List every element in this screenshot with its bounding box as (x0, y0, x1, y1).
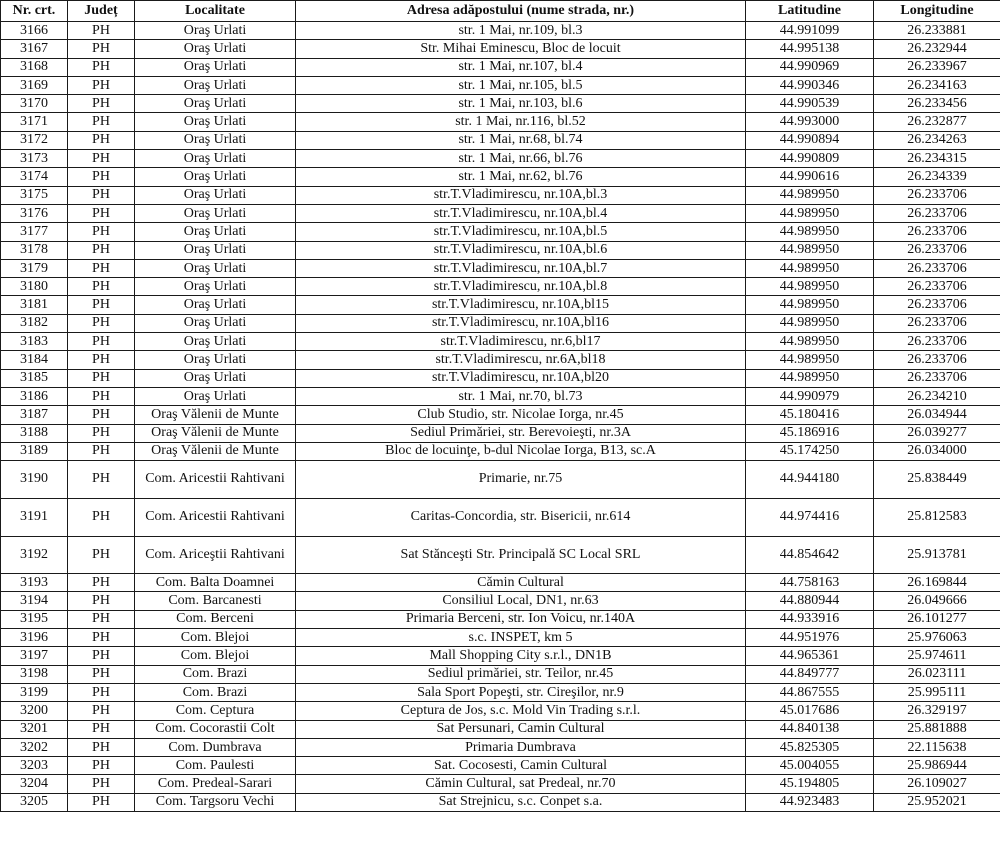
cell-latitudine: 44.989950 (746, 204, 874, 222)
cell-localitate: Com. Dumbrava (135, 738, 296, 756)
cell-localitate: Com. Brazi (135, 683, 296, 701)
cell-judet: PH (68, 223, 135, 241)
cell-nr-crt: 3180 (1, 278, 68, 296)
cell-adresa: Mall Shopping City s.r.l., DN1B (296, 647, 746, 665)
cell-adresa: str. 1 Mai, nr.68, bl.74 (296, 131, 746, 149)
cell-localitate: Com. Paulesti (135, 757, 296, 775)
cell-latitudine: 44.990809 (746, 150, 874, 168)
table-row (1, 738, 1000, 756)
cell-nr-crt: 3189 (1, 442, 68, 460)
cell-longitudine: 25.995111 (874, 683, 1000, 701)
cell-nr-crt: 3176 (1, 204, 68, 222)
cell-localitate: Oraş Urlati (135, 387, 296, 405)
cell-latitudine: 44.758163 (746, 574, 874, 592)
cell-judet: PH (68, 314, 135, 332)
table-row (1, 702, 1000, 720)
cell-localitate: Com. Ariceştii Rahtivani (135, 536, 296, 574)
cell-longitudine: 26.233967 (874, 58, 1000, 76)
cell-nr-crt: 3195 (1, 610, 68, 628)
cell-nr-crt: 3170 (1, 95, 68, 113)
table-row (1, 186, 1000, 204)
cell-longitudine: 26.233706 (874, 186, 1000, 204)
cell-judet: PH (68, 22, 135, 40)
cell-longitudine: 26.233706 (874, 314, 1000, 332)
table-row (1, 610, 1000, 628)
cell-latitudine: 44.989950 (746, 241, 874, 259)
cell-localitate: Com. Blejoi (135, 629, 296, 647)
cell-localitate: Oraş Urlati (135, 150, 296, 168)
cell-localitate: Oraş Vălenii de Munte (135, 424, 296, 442)
table-body (1, 22, 1000, 812)
cell-nr-crt: 3177 (1, 223, 68, 241)
cell-localitate: Com. Aricestii Rahtivani (135, 498, 296, 536)
cell-latitudine: 45.174250 (746, 442, 874, 460)
table-row (1, 351, 1000, 369)
cell-latitudine: 44.923483 (746, 793, 874, 811)
cell-adresa: Primarie, nr.75 (296, 461, 746, 499)
cell-judet: PH (68, 738, 135, 756)
cell-nr-crt: 3173 (1, 150, 68, 168)
cell-latitudine: 44.867555 (746, 683, 874, 701)
cell-latitudine: 44.990616 (746, 168, 874, 186)
cell-nr-crt: 3183 (1, 333, 68, 351)
cell-nr-crt: 3187 (1, 406, 68, 424)
cell-localitate: Com. Barcanesti (135, 592, 296, 610)
table-row (1, 442, 1000, 460)
cell-longitudine: 26.234263 (874, 131, 1000, 149)
cell-latitudine: 44.990346 (746, 76, 874, 94)
table-row (1, 461, 1000, 499)
cell-localitate: Com. Berceni (135, 610, 296, 628)
cell-longitudine: 26.234163 (874, 76, 1000, 94)
cell-longitudine: 25.913781 (874, 536, 1000, 574)
header-longitudine: Longitudine (874, 1, 1000, 22)
table-row (1, 76, 1000, 94)
cell-nr-crt: 3194 (1, 592, 68, 610)
cell-longitudine: 26.234210 (874, 387, 1000, 405)
cell-adresa: Primaria Berceni, str. Ion Voicu, nr.140A (296, 610, 746, 628)
header-judet: Județ (68, 1, 135, 22)
cell-localitate: Oraş Urlati (135, 278, 296, 296)
table-row (1, 387, 1000, 405)
cell-judet: PH (68, 333, 135, 351)
cell-latitudine: 45.017686 (746, 702, 874, 720)
table-row (1, 296, 1000, 314)
cell-judet: PH (68, 259, 135, 277)
cell-judet: PH (68, 113, 135, 131)
cell-latitudine: 44.974416 (746, 498, 874, 536)
cell-nr-crt: 3185 (1, 369, 68, 387)
cell-longitudine: 22.115638 (874, 738, 1000, 756)
cell-latitudine: 44.989950 (746, 333, 874, 351)
table-row (1, 574, 1000, 592)
table-row (1, 665, 1000, 683)
table-row (1, 498, 1000, 536)
table-row (1, 113, 1000, 131)
cell-adresa: str.T.Vladimirescu, nr.6,bl17 (296, 333, 746, 351)
cell-judet: PH (68, 351, 135, 369)
table-row (1, 683, 1000, 701)
cell-nr-crt: 3197 (1, 647, 68, 665)
cell-localitate: Com. Targsoru Vechi (135, 793, 296, 811)
cell-latitudine: 45.825305 (746, 738, 874, 756)
cell-localitate: Oraş Urlati (135, 204, 296, 222)
cell-localitate: Com. Balta Doamnei (135, 574, 296, 592)
cell-latitudine: 44.989950 (746, 296, 874, 314)
cell-adresa: Sediul primăriei, str. Teilor, nr.45 (296, 665, 746, 683)
cell-judet: PH (68, 241, 135, 259)
cell-judet: PH (68, 720, 135, 738)
cell-latitudine: 44.965361 (746, 647, 874, 665)
cell-longitudine: 26.034000 (874, 442, 1000, 460)
cell-adresa: Caritas-Concordia, str. Bisericii, nr.614 (296, 498, 746, 536)
cell-longitudine: 26.233706 (874, 296, 1000, 314)
cell-latitudine: 45.186916 (746, 424, 874, 442)
cell-adresa: str. 1 Mai, nr.70, bl.73 (296, 387, 746, 405)
cell-longitudine: 26.169844 (874, 574, 1000, 592)
table-row (1, 259, 1000, 277)
cell-nr-crt: 3193 (1, 574, 68, 592)
cell-latitudine: 44.854642 (746, 536, 874, 574)
cell-nr-crt: 3202 (1, 738, 68, 756)
cell-longitudine: 26.233706 (874, 204, 1000, 222)
table-row (1, 369, 1000, 387)
cell-adresa: str. 1 Mai, nr.62, bl.76 (296, 168, 746, 186)
cell-judet: PH (68, 665, 135, 683)
cell-nr-crt: 3198 (1, 665, 68, 683)
cell-adresa: Sala Sport Popeşti, str. Cireşilor, nr.9 (296, 683, 746, 701)
cell-judet: PH (68, 186, 135, 204)
table-row (1, 131, 1000, 149)
cell-adresa: str.T.Vladimirescu, nr.10A,bl.5 (296, 223, 746, 241)
cell-adresa: str. 1 Mai, nr.66, bl.76 (296, 150, 746, 168)
table-header (1, 1, 1000, 22)
cell-localitate: Com. Predeal-Sarari (135, 775, 296, 793)
cell-longitudine: 26.233706 (874, 369, 1000, 387)
cell-nr-crt: 3190 (1, 461, 68, 499)
cell-adresa: str. 1 Mai, nr.105, bl.5 (296, 76, 746, 94)
cell-localitate: Oraş Urlati (135, 113, 296, 131)
cell-latitudine: 44.880944 (746, 592, 874, 610)
cell-nr-crt: 3166 (1, 22, 68, 40)
cell-judet: PH (68, 168, 135, 186)
cell-longitudine: 26.233706 (874, 259, 1000, 277)
cell-longitudine: 26.329197 (874, 702, 1000, 720)
cell-judet: PH (68, 95, 135, 113)
table-row (1, 720, 1000, 738)
cell-judet: PH (68, 629, 135, 647)
header-latitudine: Latitudine (746, 1, 874, 22)
cell-longitudine: 26.233456 (874, 95, 1000, 113)
table-row (1, 333, 1000, 351)
cell-latitudine: 44.989950 (746, 278, 874, 296)
cell-adresa: Bloc de locuinţe, b-dul Nicolae Iorga, B13, sc.A (296, 442, 746, 460)
cell-judet: PH (68, 131, 135, 149)
header-nr-crt: Nr. crt. (1, 1, 68, 22)
header-row (1, 1, 1000, 22)
cell-longitudine: 26.233706 (874, 241, 1000, 259)
cell-longitudine: 26.234339 (874, 168, 1000, 186)
cell-judet: PH (68, 40, 135, 58)
cell-latitudine: 44.989950 (746, 223, 874, 241)
header-adresa: Adresa adăpostului (nume strada, nr.) (296, 1, 746, 22)
cell-latitudine: 45.180416 (746, 406, 874, 424)
cell-judet: PH (68, 278, 135, 296)
cell-nr-crt: 3174 (1, 168, 68, 186)
cell-judet: PH (68, 442, 135, 460)
cell-adresa: str.T.Vladimirescu, nr.10A,bl15 (296, 296, 746, 314)
cell-longitudine: 26.233881 (874, 22, 1000, 40)
cell-adresa: Ceptura de Jos, s.c. Mold Vin Trading s.r.l. (296, 702, 746, 720)
cell-judet: PH (68, 150, 135, 168)
cell-nr-crt: 3182 (1, 314, 68, 332)
cell-judet: PH (68, 387, 135, 405)
cell-localitate: Oraş Urlati (135, 76, 296, 94)
table-row (1, 40, 1000, 58)
cell-longitudine: 25.976063 (874, 629, 1000, 647)
cell-adresa: Sat Persunari, Camin Cultural (296, 720, 746, 738)
cell-nr-crt: 3167 (1, 40, 68, 58)
cell-judet: PH (68, 793, 135, 811)
table-row (1, 793, 1000, 811)
cell-adresa: str.T.Vladimirescu, nr.10A,bl.8 (296, 278, 746, 296)
cell-judet: PH (68, 406, 135, 424)
cell-localitate: Oraş Vălenii de Munte (135, 442, 296, 460)
cell-nr-crt: 3205 (1, 793, 68, 811)
cell-nr-crt: 3171 (1, 113, 68, 131)
cell-longitudine: 26.034944 (874, 406, 1000, 424)
cell-adresa: Sat Strejnicu, s.c. Conpet s.a. (296, 793, 746, 811)
cell-longitudine: 26.109027 (874, 775, 1000, 793)
cell-adresa: str. 1 Mai, nr.103, bl.6 (296, 95, 746, 113)
cell-longitudine: 26.039277 (874, 424, 1000, 442)
cell-nr-crt: 3178 (1, 241, 68, 259)
cell-latitudine: 44.990969 (746, 58, 874, 76)
table-row (1, 775, 1000, 793)
cell-nr-crt: 3199 (1, 683, 68, 701)
cell-adresa: s.c. INSPET, km 5 (296, 629, 746, 647)
cell-adresa: Sat. Cocosesti, Camin Cultural (296, 757, 746, 775)
cell-latitudine: 44.990894 (746, 131, 874, 149)
cell-longitudine: 26.233706 (874, 333, 1000, 351)
cell-judet: PH (68, 775, 135, 793)
cell-nr-crt: 3188 (1, 424, 68, 442)
table-row (1, 592, 1000, 610)
cell-nr-crt: 3175 (1, 186, 68, 204)
cell-longitudine: 25.986944 (874, 757, 1000, 775)
cell-latitudine: 44.951976 (746, 629, 874, 647)
table-row (1, 424, 1000, 442)
table-row (1, 58, 1000, 76)
cell-localitate: Oraş Urlati (135, 186, 296, 204)
cell-latitudine: 44.995138 (746, 40, 874, 58)
cell-localitate: Com. Brazi (135, 665, 296, 683)
cell-adresa: str.T.Vladimirescu, nr.10A,bl20 (296, 369, 746, 387)
cell-localitate: Oraş Urlati (135, 369, 296, 387)
cell-latitudine: 44.989950 (746, 369, 874, 387)
cell-judet: PH (68, 683, 135, 701)
cell-localitate: Oraş Urlati (135, 95, 296, 113)
cell-latitudine: 44.933916 (746, 610, 874, 628)
cell-localitate: Com. Aricestii Rahtivani (135, 461, 296, 499)
cell-judet: PH (68, 592, 135, 610)
cell-adresa: Sat Stănceşti Str. Principală SC Local SRL (296, 536, 746, 574)
cell-localitate: Oraş Urlati (135, 259, 296, 277)
cell-longitudine: 26.233706 (874, 278, 1000, 296)
cell-latitudine: 44.989950 (746, 259, 874, 277)
cell-latitudine: 44.993000 (746, 113, 874, 131)
table-row (1, 757, 1000, 775)
cell-longitudine: 26.101277 (874, 610, 1000, 628)
cell-latitudine: 45.004055 (746, 757, 874, 775)
cell-adresa: str.T.Vladimirescu, nr.6A,bl18 (296, 351, 746, 369)
table-row (1, 22, 1000, 40)
cell-longitudine: 26.233706 (874, 223, 1000, 241)
cell-adresa: Str. Mihai Eminescu, Bloc de locuit (296, 40, 746, 58)
cell-longitudine: 26.232877 (874, 113, 1000, 131)
cell-localitate: Oraş Urlati (135, 223, 296, 241)
cell-longitudine: 25.974611 (874, 647, 1000, 665)
cell-nr-crt: 3203 (1, 757, 68, 775)
cell-nr-crt: 3201 (1, 720, 68, 738)
cell-localitate: Oraş Urlati (135, 40, 296, 58)
cell-latitudine: 44.991099 (746, 22, 874, 40)
cell-localitate: Com. Cocorastii Colt (135, 720, 296, 738)
cell-longitudine: 26.233706 (874, 351, 1000, 369)
cell-judet: PH (68, 58, 135, 76)
cell-adresa: Sediul Primăriei, str. Berevoieşti, nr.3A (296, 424, 746, 442)
cell-adresa: str.T.Vladimirescu, nr.10A,bl.6 (296, 241, 746, 259)
cell-localitate: Oraş Urlati (135, 58, 296, 76)
cell-latitudine: 44.840138 (746, 720, 874, 738)
cell-judet: PH (68, 369, 135, 387)
cell-adresa: str.T.Vladimirescu, nr.10A,bl.3 (296, 186, 746, 204)
table-row (1, 406, 1000, 424)
cell-longitudine: 26.049666 (874, 592, 1000, 610)
cell-latitudine: 44.990539 (746, 95, 874, 113)
table-row (1, 314, 1000, 332)
cell-localitate: Oraş Urlati (135, 168, 296, 186)
cell-localitate: Oraş Urlati (135, 296, 296, 314)
cell-adresa: str. 1 Mai, nr.116, bl.52 (296, 113, 746, 131)
cell-adresa: Cămin Cultural (296, 574, 746, 592)
cell-judet: PH (68, 610, 135, 628)
cell-judet: PH (68, 424, 135, 442)
cell-latitudine: 44.990979 (746, 387, 874, 405)
cell-judet: PH (68, 498, 135, 536)
table-row (1, 168, 1000, 186)
cell-adresa: Club Studio, str. Nicolae Iorga, nr.45 (296, 406, 746, 424)
cell-nr-crt: 3204 (1, 775, 68, 793)
table-row (1, 278, 1000, 296)
cell-latitudine: 44.944180 (746, 461, 874, 499)
cell-longitudine: 25.952021 (874, 793, 1000, 811)
cell-judet: PH (68, 461, 135, 499)
cell-longitudine: 25.881888 (874, 720, 1000, 738)
cell-nr-crt: 3169 (1, 76, 68, 94)
cell-latitudine: 44.989950 (746, 351, 874, 369)
cell-localitate: Oraş Urlati (135, 333, 296, 351)
cell-localitate: Oraş Urlati (135, 131, 296, 149)
cell-judet: PH (68, 536, 135, 574)
cell-localitate: Oraş Urlati (135, 351, 296, 369)
cell-longitudine: 25.838449 (874, 461, 1000, 499)
cell-localitate: Com. Ceptura (135, 702, 296, 720)
table-row (1, 629, 1000, 647)
cell-adresa: str. 1 Mai, nr.109, bl.3 (296, 22, 746, 40)
cell-judet: PH (68, 76, 135, 94)
cell-judet: PH (68, 574, 135, 592)
cell-adresa: str.T.Vladimirescu, nr.10A,bl.7 (296, 259, 746, 277)
cell-nr-crt: 3191 (1, 498, 68, 536)
cell-latitudine: 44.989950 (746, 314, 874, 332)
table-row (1, 150, 1000, 168)
cell-nr-crt: 3200 (1, 702, 68, 720)
cell-nr-crt: 3168 (1, 58, 68, 76)
cell-longitudine: 26.023111 (874, 665, 1000, 683)
cell-localitate: Oraş Urlati (135, 22, 296, 40)
table-row (1, 536, 1000, 574)
cell-judet: PH (68, 702, 135, 720)
cell-nr-crt: 3186 (1, 387, 68, 405)
cell-nr-crt: 3184 (1, 351, 68, 369)
cell-localitate: Oraş Urlati (135, 241, 296, 259)
cell-localitate: Com. Blejoi (135, 647, 296, 665)
cell-longitudine: 25.812583 (874, 498, 1000, 536)
cell-adresa: Primaria Dumbrava (296, 738, 746, 756)
cell-longitudine: 26.234315 (874, 150, 1000, 168)
table-row (1, 223, 1000, 241)
cell-nr-crt: 3181 (1, 296, 68, 314)
cell-localitate: Oraş Urlati (135, 314, 296, 332)
cell-nr-crt: 3196 (1, 629, 68, 647)
cell-nr-crt: 3179 (1, 259, 68, 277)
header-localitate: Localitate (135, 1, 296, 22)
cell-judet: PH (68, 296, 135, 314)
table-row (1, 204, 1000, 222)
cell-latitudine: 44.989950 (746, 186, 874, 204)
table-row (1, 95, 1000, 113)
cell-adresa: str.T.Vladimirescu, nr.10A,bl16 (296, 314, 746, 332)
cell-localitate: Oraş Vălenii de Munte (135, 406, 296, 424)
cell-adresa: Cămin Cultural, sat Predeal, nr.70 (296, 775, 746, 793)
cell-judet: PH (68, 647, 135, 665)
cell-longitudine: 26.232944 (874, 40, 1000, 58)
cell-nr-crt: 3172 (1, 131, 68, 149)
cell-judet: PH (68, 757, 135, 775)
cell-adresa: str. 1 Mai, nr.107, bl.4 (296, 58, 746, 76)
cell-judet: PH (68, 204, 135, 222)
cell-latitudine: 44.849777 (746, 665, 874, 683)
cell-latitudine: 45.194805 (746, 775, 874, 793)
table-row (1, 647, 1000, 665)
cell-adresa: Consiliul Local, DN1, nr.63 (296, 592, 746, 610)
cell-nr-crt: 3192 (1, 536, 68, 574)
table-row (1, 241, 1000, 259)
cell-adresa: str.T.Vladimirescu, nr.10A,bl.4 (296, 204, 746, 222)
